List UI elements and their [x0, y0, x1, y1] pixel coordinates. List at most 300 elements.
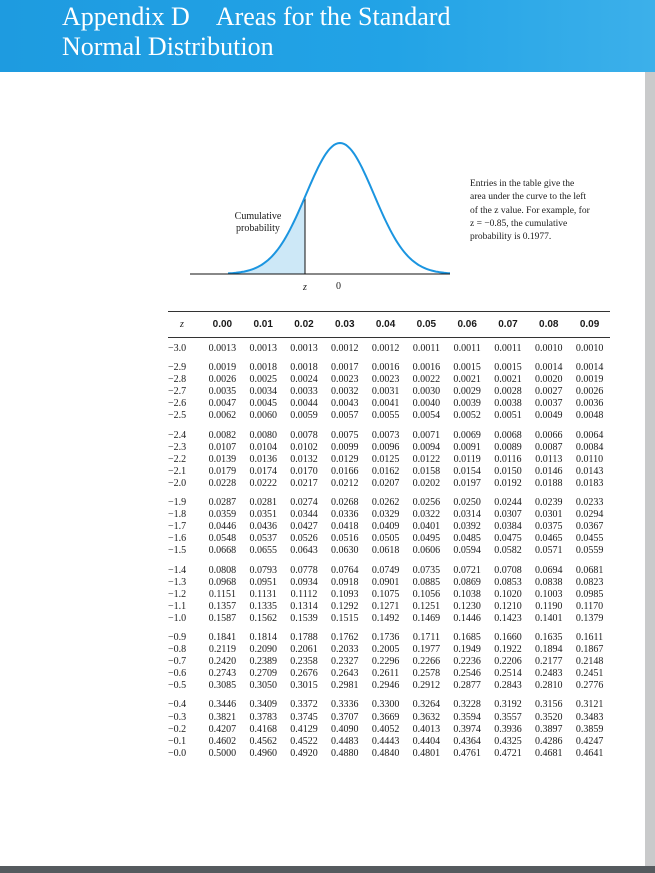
- probability-cell: 0.4801: [412, 747, 441, 759]
- probability-cell: 0.0023: [371, 374, 400, 386]
- probability-cell: 0.0021: [494, 374, 522, 386]
- title-line-2: Normal Distribution: [62, 32, 274, 61]
- probability-cell: 0.1660: [494, 631, 522, 643]
- probability-cell: 0.0301: [535, 509, 563, 521]
- probability-cell: 0.0038: [494, 398, 522, 410]
- probability-cell: 0.0162: [371, 465, 400, 477]
- probability-cell: 0.0032: [331, 386, 359, 398]
- probability-cell: 0.0059: [290, 410, 318, 422]
- table-row: [168, 533, 610, 545]
- probability-cell: 0.0392: [453, 521, 481, 533]
- probability-cell: 0.0016: [412, 362, 441, 374]
- entries-explanation: Entries in the table give the area under the curve to the left of the z value. For example, for z = −0.85, the cumulative probability is 0.1977.: [470, 179, 590, 243]
- probability-cell: 0.0033: [290, 386, 318, 398]
- probability-cell: 0.0011: [453, 343, 481, 354]
- probability-cell: 0.0010: [535, 343, 563, 354]
- probability-cell: 0.0043: [331, 398, 359, 410]
- probability-cell: 0.3015: [290, 680, 318, 692]
- table-row: [168, 601, 610, 613]
- probability-cell: 0.0505: [371, 533, 400, 545]
- z-value-cell: −3.0: [168, 343, 187, 354]
- probability-cell: 0.2709: [249, 668, 277, 680]
- probability-cell: 0.4129: [290, 723, 318, 735]
- probability-cell: 0.1894: [535, 644, 563, 656]
- probability-cell: 0.1003: [535, 588, 563, 600]
- table-row: [168, 545, 610, 557]
- z-value-cell: −1.4: [168, 564, 187, 576]
- probability-cell: 0.0183: [575, 477, 604, 489]
- page-edge-bar: [645, 72, 655, 867]
- probability-cell: 0.2776: [575, 680, 604, 692]
- probability-cell: 0.0014: [575, 362, 604, 374]
- probability-cell: 0.0089: [494, 441, 522, 453]
- probability-cell: 0.0436: [249, 521, 277, 533]
- probability-cell: 0.0014: [535, 362, 563, 374]
- probability-cell: 0.0062: [208, 410, 237, 422]
- z-value-cell: −0.7: [168, 656, 187, 668]
- table-row: [168, 497, 610, 509]
- probability-cell: 0.0146: [535, 465, 563, 477]
- probability-cell: 0.0011: [412, 343, 440, 354]
- probability-cell: 0.3085: [208, 680, 237, 692]
- probability-cell: 0.4602: [208, 735, 237, 747]
- probability-cell: 0.2148: [575, 656, 604, 668]
- z-value-cell: −1.0: [168, 612, 187, 624]
- probability-cell: 0.0084: [575, 441, 604, 453]
- probability-cell: 0.0047: [208, 398, 237, 410]
- z-value-cell: −2.1: [168, 465, 187, 477]
- probability-cell: 0.0516: [331, 533, 359, 545]
- table-row: [168, 565, 610, 577]
- probability-cell: 0.3669: [371, 711, 400, 723]
- probability-cell: 0.0643: [290, 545, 318, 557]
- probability-cell: 0.0446: [208, 521, 237, 533]
- probability-cell: 0.1611: [576, 631, 604, 643]
- probability-cell: 0.1190: [535, 600, 563, 612]
- probability-cell: 0.0013: [290, 343, 318, 354]
- probability-cell: 0.2033: [331, 644, 359, 656]
- probability-cell: 0.0019: [575, 374, 604, 386]
- probability-cell: 0.0018: [249, 362, 277, 374]
- probability-cell: 0.0179: [208, 465, 237, 477]
- probability-cell: 0.2877: [453, 680, 481, 692]
- column-header: 0.04: [375, 318, 396, 330]
- probability-cell: 0.1379: [575, 612, 604, 624]
- probability-cell: 0.0559: [575, 545, 604, 557]
- probability-cell: 0.3936: [494, 723, 522, 735]
- probability-cell: 0.0096: [371, 441, 400, 453]
- probability-cell: 0.3974: [453, 723, 481, 735]
- probability-cell: 0.0040: [412, 398, 441, 410]
- probability-cell: 0.3632: [412, 711, 441, 723]
- column-header: 0.05: [416, 318, 437, 330]
- probability-cell: 0.0129: [331, 453, 359, 465]
- probability-cell: 0.2090: [249, 644, 277, 656]
- probability-cell: 0.0197: [453, 477, 481, 489]
- probability-cell: 0.0228: [208, 477, 237, 489]
- probability-cell: 0.3336: [331, 699, 359, 711]
- probability-cell: 0.0681: [575, 564, 604, 576]
- probability-cell: 0.3192: [494, 699, 522, 711]
- probability-cell: 0.0262: [371, 497, 400, 509]
- column-header: 0.02: [294, 318, 314, 330]
- probability-cell: 0.3372: [290, 699, 318, 711]
- z-value-cell: −1.5: [168, 545, 187, 557]
- probability-cell: 0.0217: [290, 477, 318, 489]
- probability-cell: 0.0078: [290, 429, 318, 441]
- bottom-bar: [0, 866, 655, 873]
- probability-cell: 0.0239: [535, 497, 563, 509]
- probability-cell: 0.0808: [208, 564, 237, 576]
- probability-cell: 0.0606: [412, 545, 441, 557]
- probability-cell: 0.1210: [494, 600, 522, 612]
- probability-cell: 0.2810: [535, 680, 563, 692]
- page-title: [62, 2, 450, 62]
- probability-cell: 0.0027: [535, 386, 563, 398]
- probability-cell: 0.1762: [331, 631, 359, 643]
- table-row: [168, 466, 610, 478]
- probability-cell: 0.0485: [453, 533, 481, 545]
- probability-cell: 0.0222: [249, 477, 277, 489]
- probability-cell: 0.2743: [208, 668, 237, 680]
- probability-cell: 0.0017: [331, 362, 359, 374]
- column-header: 0.06: [457, 318, 477, 330]
- probability-cell: 0.0036: [575, 398, 604, 410]
- z-value-cell: −0.1: [168, 735, 187, 747]
- probability-cell: 0.1251: [412, 600, 441, 612]
- column-header: 0.00: [212, 318, 233, 330]
- probability-cell: 0.0068: [494, 429, 522, 441]
- z-value-cell: −0.4: [168, 699, 187, 711]
- probability-cell: 0.0082: [208, 429, 237, 441]
- probability-cell: 0.0132: [290, 453, 318, 465]
- probability-cell: 0.0021: [453, 374, 481, 386]
- probability-cell: 0.0359: [208, 509, 237, 521]
- probability-cell: 0.0029: [453, 386, 481, 398]
- title-line-1: Appendix D Areas for the Standard: [62, 2, 451, 31]
- table-row: [168, 577, 610, 589]
- column-header: 0.07: [498, 318, 518, 330]
- probability-cell: 0.0951: [249, 576, 277, 588]
- probability-cell: 0.0244: [494, 497, 522, 509]
- z-value-cell: −1.9: [168, 497, 187, 509]
- probability-cell: 0.4641: [575, 747, 604, 759]
- z-value-cell: −2.4: [168, 429, 187, 441]
- probability-cell: 0.4522: [290, 735, 318, 747]
- probability-cell: 0.1841: [208, 631, 237, 643]
- z-value-cell: −1.6: [168, 533, 187, 545]
- group-gap: [168, 423, 610, 430]
- probability-cell: 0.0011: [494, 343, 522, 354]
- probability-cell: 0.2578: [412, 668, 441, 680]
- probability-cell: 0.3594: [453, 711, 481, 723]
- probability-cell: 0.0030: [412, 386, 441, 398]
- probability-cell: 0.2119: [208, 644, 236, 656]
- probability-cell: 0.2206: [494, 656, 522, 668]
- probability-cell: 0.3557: [494, 711, 522, 723]
- probability-cell: 0.0655: [249, 545, 277, 557]
- table-row: [168, 644, 610, 656]
- z-value-cell: −2.8: [168, 374, 187, 386]
- probability-cell: 0.2061: [290, 644, 318, 656]
- probability-cell: 0.0823: [575, 576, 604, 588]
- probability-cell: 0.0136: [249, 453, 277, 465]
- probability-cell: 0.2389: [249, 656, 277, 668]
- probability-cell: 0.0427: [290, 521, 318, 533]
- probability-cell: 0.3483: [575, 711, 604, 723]
- probability-cell: 0.0207: [371, 477, 400, 489]
- probability-cell: 0.2236: [453, 656, 481, 668]
- z-value-cell: −0.8: [168, 644, 187, 656]
- probability-cell: 0.0022: [412, 374, 441, 386]
- table-row: [168, 589, 610, 601]
- probability-cell: 0.0150: [494, 465, 522, 477]
- probability-cell: 0.4286: [535, 735, 563, 747]
- probability-cell: 0.0026: [575, 386, 604, 398]
- probability-cell: 0.0066: [535, 429, 563, 441]
- probability-cell: 0.0094: [412, 441, 441, 453]
- probability-cell: 0.1949: [453, 644, 481, 656]
- probability-cell: 0.0322: [412, 509, 441, 521]
- table-row: [168, 343, 610, 355]
- probability-cell: 0.1230: [453, 600, 481, 612]
- probability-cell: 0.0212: [331, 477, 359, 489]
- probability-cell: 0.0037: [535, 398, 563, 410]
- table-row: [168, 386, 610, 398]
- zero-axis-label: 0: [336, 281, 341, 292]
- probability-cell: 0.2611: [372, 668, 400, 680]
- probability-cell: 0.0119: [453, 453, 481, 465]
- table-top-rule: [168, 311, 610, 312]
- probability-cell: 0.0869: [453, 576, 481, 588]
- probability-cell: 0.1075: [371, 588, 400, 600]
- probability-cell: 0.4168: [249, 723, 277, 735]
- table-row: [168, 430, 610, 442]
- probability-cell: 0.0853: [494, 576, 522, 588]
- probability-cell: 0.2327: [331, 656, 359, 668]
- probability-cell: 0.3156: [535, 699, 563, 711]
- probability-cell: 0.1922: [494, 644, 522, 656]
- probability-cell: 0.0174: [249, 465, 277, 477]
- probability-cell: 0.3783: [249, 711, 277, 723]
- probability-cell: 0.4483: [331, 735, 359, 747]
- probability-cell: 0.0384: [494, 521, 522, 533]
- probability-cell: 0.0721: [453, 564, 481, 576]
- table-row: [168, 748, 610, 760]
- probability-cell: 0.0170: [290, 465, 318, 477]
- probability-cell: 0.0143: [575, 465, 604, 477]
- probability-cell: 0.2420: [208, 656, 237, 668]
- probability-cell: 0.0010: [575, 343, 604, 354]
- probability-cell: 0.4090: [331, 723, 359, 735]
- title-banner: [0, 0, 655, 72]
- probability-cell: 0.0885: [412, 576, 441, 588]
- probability-cell: 0.3520: [535, 711, 563, 723]
- probability-cell: 0.0034: [249, 386, 277, 398]
- probability-cell: 0.0025: [249, 374, 277, 386]
- probability-cell: 0.2483: [535, 668, 563, 680]
- z-value-cell: −1.8: [168, 509, 187, 521]
- probability-cell: 0.0091: [453, 441, 481, 453]
- probability-cell: 0.2981: [331, 680, 359, 692]
- probability-cell: 0.0028: [494, 386, 522, 398]
- probability-cell: 0.4761: [453, 747, 481, 759]
- probability-cell: 0.0122: [412, 453, 441, 465]
- probability-cell: 0.0031: [371, 386, 400, 398]
- table-row: [168, 442, 610, 454]
- probability-cell: 0.0618: [371, 545, 400, 557]
- probability-cell: 0.0287: [208, 497, 237, 509]
- probability-cell: 0.2912: [412, 680, 441, 692]
- probability-cell: 0.4013: [412, 723, 441, 735]
- probability-cell: 0.0526: [290, 533, 318, 545]
- probability-cell: 0.1977: [412, 644, 441, 656]
- probability-cell: 0.0256: [412, 497, 441, 509]
- spacer-row: [168, 334, 610, 343]
- probability-cell: 0.0268: [331, 497, 359, 509]
- probability-cell: 0.0166: [331, 465, 359, 477]
- table-row: [168, 724, 610, 736]
- probability-cell: 0.3446: [208, 699, 237, 711]
- z-value-cell: −2.2: [168, 453, 187, 465]
- probability-cell: 0.0024: [290, 374, 318, 386]
- probability-cell: 0.3409: [249, 699, 277, 711]
- z-axis-label: z: [303, 282, 307, 293]
- probability-cell: 0.0375: [535, 521, 563, 533]
- table-row: [168, 632, 610, 644]
- probability-cell: 0.1788: [290, 631, 318, 643]
- probability-cell: 0.0329: [371, 509, 400, 521]
- probability-cell: 0.1292: [331, 600, 359, 612]
- probability-cell: 0.4920: [290, 747, 318, 759]
- table-header-row: [168, 314, 610, 334]
- probability-cell: 0.0764: [331, 564, 359, 576]
- probability-cell: 0.0045: [249, 398, 277, 410]
- probability-cell: 0.1131: [249, 588, 277, 600]
- probability-cell: 0.0113: [535, 453, 563, 465]
- probability-cell: 0.2843: [494, 680, 522, 692]
- z-value-cell: −0.3: [168, 711, 187, 723]
- table-row: [168, 398, 610, 410]
- group-gap: [168, 558, 610, 565]
- probability-cell: 0.0409: [371, 521, 400, 533]
- probability-cell: 0.0055: [371, 410, 400, 422]
- probability-cell: 0.0044: [290, 398, 318, 410]
- table-row: [168, 362, 610, 374]
- probability-cell: 0.0125: [371, 453, 400, 465]
- probability-cell: 0.0012: [331, 343, 359, 354]
- probability-cell: 0.0102: [290, 441, 318, 453]
- probability-cell: 0.0080: [249, 429, 277, 441]
- probability-cell: 0.0307: [494, 509, 522, 521]
- z-value-cell: −0.5: [168, 680, 187, 692]
- probability-cell: 0.1562: [249, 612, 277, 624]
- probability-cell: 0.0012: [371, 343, 400, 354]
- z-value-cell: −1.3: [168, 576, 187, 588]
- probability-cell: 0.4404: [412, 735, 441, 747]
- probability-cell: 0.1587: [208, 612, 237, 624]
- probability-cell: 0.0020: [535, 374, 563, 386]
- probability-cell: 0.4207: [208, 723, 237, 735]
- probability-cell: 0.0064: [575, 429, 604, 441]
- group-gap: [168, 355, 610, 362]
- probability-cell: 0.1335: [249, 600, 277, 612]
- z-value-cell: −2.5: [168, 410, 187, 422]
- probability-cell: 0.0778: [290, 564, 318, 576]
- table-row: [168, 736, 610, 748]
- probability-cell: 0.1056: [412, 588, 441, 600]
- probability-cell: 0.1635: [535, 631, 563, 643]
- probability-cell: 0.0314: [453, 509, 481, 521]
- column-header: 0.03: [335, 318, 355, 330]
- table-row: [168, 454, 610, 466]
- probability-cell: 0.0048: [575, 410, 604, 422]
- z-table: [168, 314, 610, 760]
- probability-cell: 0.0158: [412, 465, 441, 477]
- z-value-cell: −2.9: [168, 362, 187, 374]
- probability-cell: 0.0116: [494, 453, 522, 465]
- column-header: 0.09: [579, 318, 600, 330]
- table-row: [168, 712, 610, 724]
- probability-cell: 0.2358: [290, 656, 318, 668]
- probability-cell: 0.0793: [249, 564, 277, 576]
- probability-cell: 0.0051: [494, 410, 522, 422]
- probability-cell: 0.0073: [371, 429, 400, 441]
- probability-cell: 0.0110: [576, 453, 604, 465]
- cumulative-probability-label: Cumulative probability: [234, 211, 282, 234]
- probability-cell: 0.0281: [249, 497, 277, 509]
- probability-cell: 0.2946: [371, 680, 400, 692]
- probability-cell: 0.3897: [535, 723, 563, 735]
- column-header-z: z: [180, 318, 184, 330]
- probability-cell: 0.1357: [208, 600, 237, 612]
- table-row: [168, 509, 610, 521]
- probability-cell: 0.0015: [453, 362, 481, 374]
- probability-cell: 0.0548: [208, 533, 237, 545]
- probability-cell: 0.0344: [290, 509, 318, 521]
- probability-cell: 0.3745: [290, 711, 318, 723]
- probability-cell: 0.4960: [249, 747, 277, 759]
- probability-cell: 0.3050: [249, 680, 277, 692]
- probability-cell: 0.1170: [576, 600, 604, 612]
- z-value-cell: −0.6: [168, 668, 187, 680]
- probability-cell: 0.0668: [208, 545, 237, 557]
- probability-cell: 0.4880: [331, 747, 359, 759]
- probability-cell: 0.0918: [331, 576, 359, 588]
- probability-cell: 0.0475: [494, 533, 522, 545]
- probability-cell: 0.0250: [453, 497, 481, 509]
- probability-cell: 0.1038: [453, 588, 481, 600]
- probability-cell: 0.0985: [575, 588, 604, 600]
- z-value-cell: −0.9: [168, 631, 187, 643]
- probability-cell: 0.0192: [494, 477, 522, 489]
- probability-cell: 0.0274: [290, 497, 318, 509]
- probability-cell: 0.4721: [494, 747, 522, 759]
- probability-cell: 0.4325: [494, 735, 522, 747]
- probability-cell: 0.0708: [494, 564, 522, 576]
- table-row: [168, 680, 610, 692]
- probability-cell: 0.3300: [371, 699, 400, 711]
- probability-cell: 0.3821: [208, 711, 237, 723]
- probability-cell: 0.1401: [535, 612, 563, 624]
- probability-cell: 0.0104: [249, 441, 277, 453]
- probability-cell: 0.0039: [453, 398, 481, 410]
- probability-cell: 0.1271: [371, 600, 400, 612]
- probability-cell: 0.1314: [290, 600, 318, 612]
- column-header: 0.08: [539, 318, 559, 330]
- probability-cell: 0.1711: [412, 631, 440, 643]
- probability-cell: 0.0023: [331, 374, 359, 386]
